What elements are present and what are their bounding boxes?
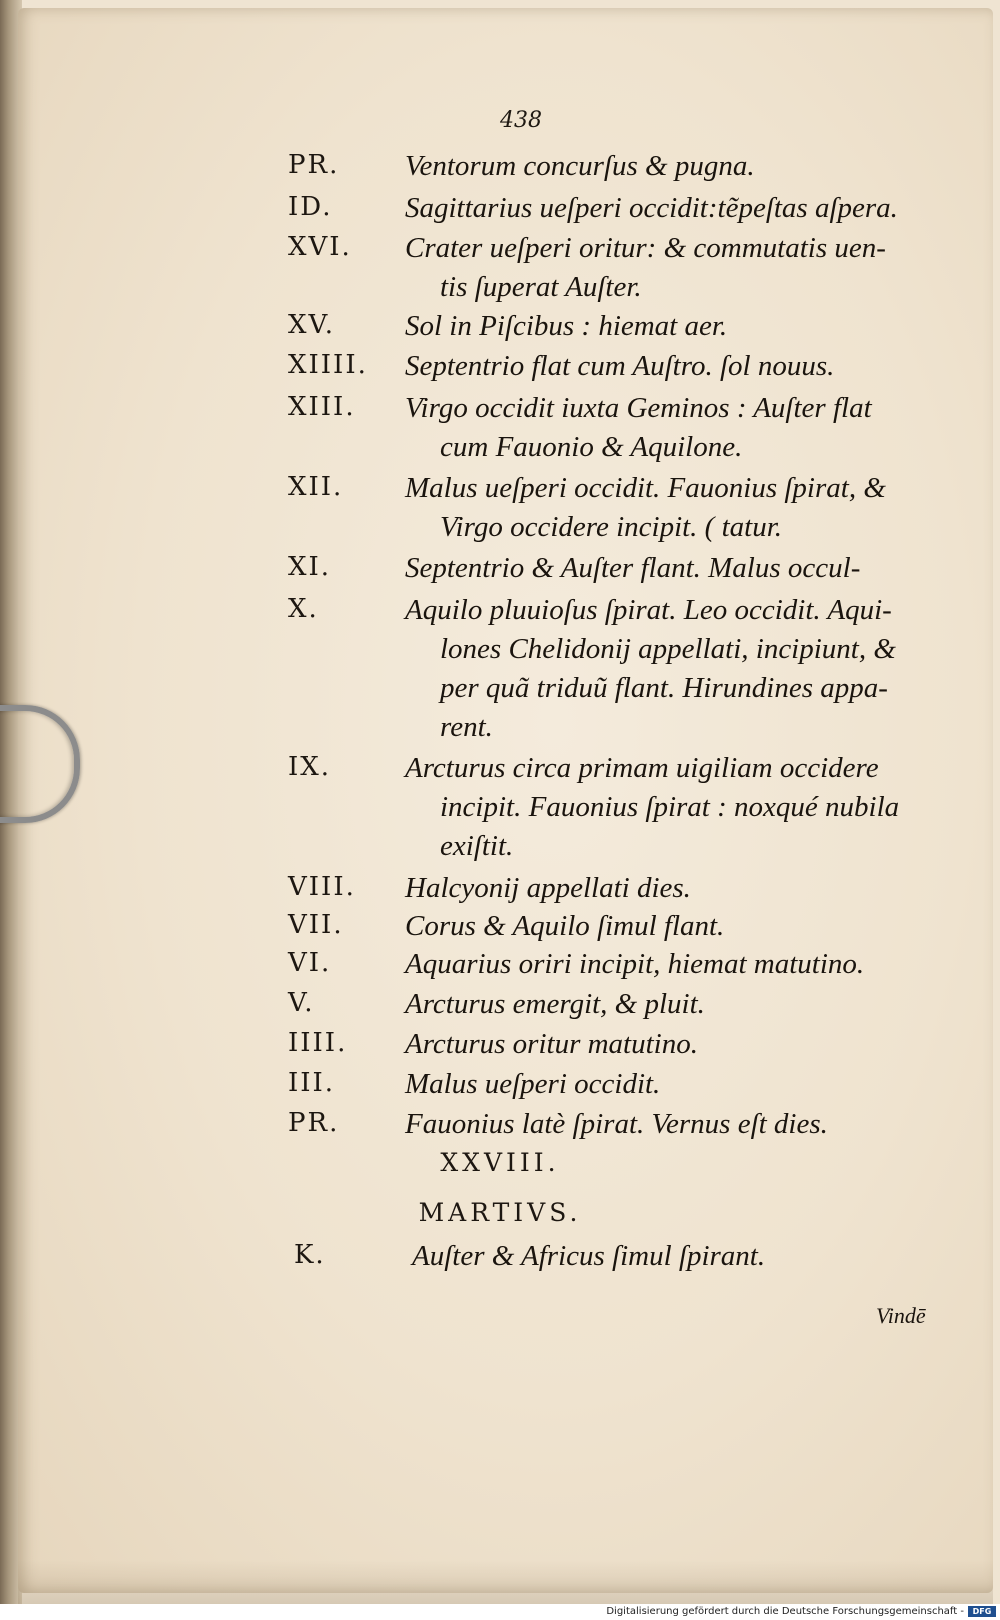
entry-line: Crater ueſperi oritur: & commutatis uen- bbox=[405, 232, 886, 264]
entry-line: Halcyonij appellati dies. bbox=[405, 872, 691, 904]
day-label: XII. bbox=[288, 472, 344, 502]
entry-continuation-line: per quã triduũ flant. Hirundines appa- bbox=[440, 672, 888, 704]
dfg-logo-icon: DFG bbox=[968, 1606, 996, 1617]
entry-line: Malus ueſperi occidit. Fauonius ſpirat, & bbox=[405, 472, 886, 504]
entry-line: Auſter & Africus ſimul ſpirant. bbox=[412, 1240, 766, 1272]
catchword: Vindē bbox=[876, 1303, 926, 1328]
entry-line: Corus & Aquilo ſimul flant. bbox=[405, 910, 725, 942]
day-label: XVI. bbox=[288, 232, 352, 262]
entry-line: Ventorum concurſus & pugna. bbox=[405, 150, 755, 182]
day-label: K. bbox=[294, 1240, 326, 1270]
day-label: XIIII. bbox=[288, 350, 368, 380]
entry-line: Arcturus emergit, & pluit. bbox=[405, 988, 705, 1020]
month-day-count: XXVIII. bbox=[440, 1148, 560, 1177]
day-label: IIII. bbox=[288, 1028, 348, 1058]
entry-continuation-line: cum Fauonio & Aquilone. bbox=[440, 431, 743, 463]
day-label: ID. bbox=[288, 192, 333, 222]
day-label: X. bbox=[288, 594, 319, 624]
entry-continuation-line: tis ſuperat Auſter. bbox=[440, 271, 642, 303]
entry-line: Aquilo pluuioſus ſpirat. Leo occidit. Aqui- bbox=[405, 594, 892, 626]
entry-continuation-line: rent. bbox=[440, 711, 493, 743]
day-label: XI. bbox=[288, 552, 332, 582]
entry-line: Septentrio & Auſter flant. Malus occul- bbox=[405, 552, 861, 584]
day-label: XV. bbox=[288, 310, 336, 340]
entry-continuation-line: lones Chelidonij appellati, incipiunt, & bbox=[440, 633, 896, 665]
page-number: 438 bbox=[500, 108, 542, 133]
day-label: IX. bbox=[288, 752, 332, 782]
day-label: VI. bbox=[288, 948, 332, 978]
day-label: PR. bbox=[288, 150, 340, 180]
digitization-credit: Digitalisierung gefördert durch die Deutsche Forschungsgemeinschaft - bbox=[606, 1606, 964, 1617]
entry-line: Arcturus circa primam uigiliam occidere bbox=[405, 752, 879, 784]
day-label: VIII. bbox=[288, 872, 356, 902]
day-label: XIII. bbox=[288, 392, 356, 422]
day-label: PR. bbox=[288, 1108, 340, 1138]
day-label: VII. bbox=[288, 910, 344, 940]
month-heading: MARTIVS. bbox=[418, 1198, 582, 1227]
page-bottom-shadow bbox=[18, 1560, 993, 1604]
day-label: V. bbox=[288, 988, 315, 1018]
day-label: III. bbox=[288, 1068, 336, 1098]
entry-line: Arcturus oritur matutino. bbox=[405, 1028, 698, 1060]
entry-continuation-line: Virgo occidere incipit. ( tatur. bbox=[440, 511, 783, 543]
entry-line: Aquarius oriri incipit, hiemat matutino. bbox=[405, 948, 865, 980]
entry-line: Sol in Piſcibus : hiemat aer. bbox=[405, 310, 728, 342]
entry-line: Virgo occidit iuxta Geminos : Auſter flat bbox=[405, 392, 872, 424]
entry-continuation-line: incipit. Fauonius ſpirat : noxqué nubila bbox=[440, 791, 900, 823]
entry-line: Sagittarius ueſperi occidit:tẽpeſtas aſpera. bbox=[405, 192, 898, 224]
entry-continuation-line: exiſtit. bbox=[440, 830, 514, 862]
entry-line: Fauonius latè ſpirat. Vernus eſt dies. bbox=[405, 1108, 828, 1140]
entry-line: Malus ueſperi occidit. bbox=[405, 1068, 661, 1100]
entry-line: Septentrio flat cum Auſtro. ſol nouus. bbox=[405, 350, 835, 382]
